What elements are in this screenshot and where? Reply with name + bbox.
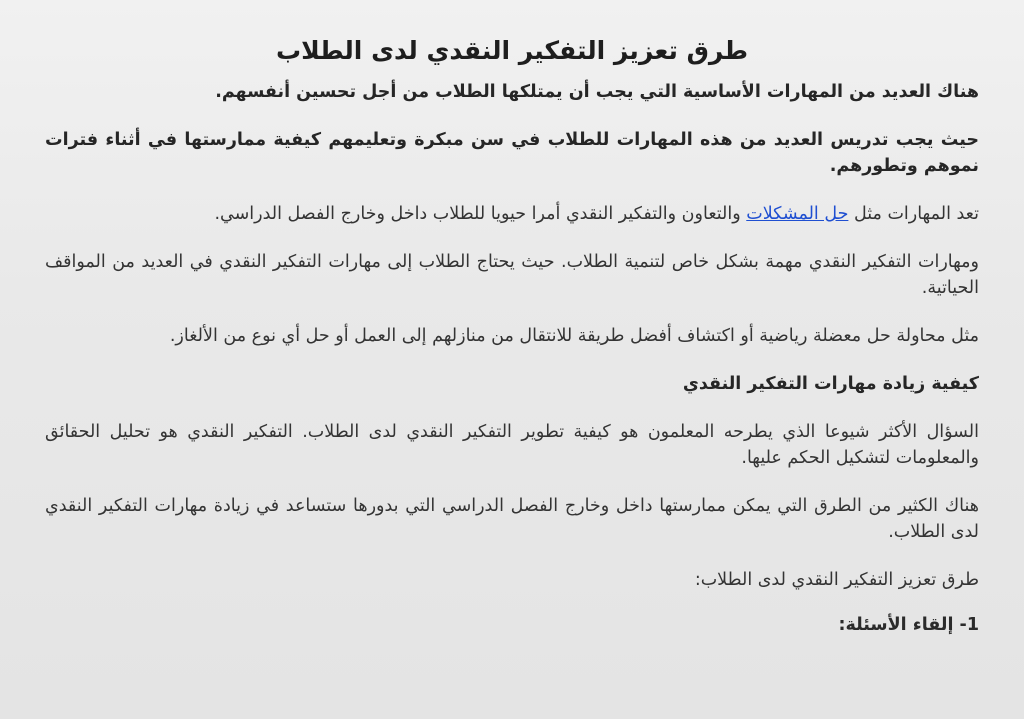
paragraph-intro: هناك العديد من المهارات الأساسية التي يجب أن يمتلكها الطلاب من أجل تحسين أنفسهم.	[215, 82, 979, 102]
paragraph-skills	[45, 201, 979, 227]
paragraph-critical-thinking-importance: ومهارات التفكير النقدي مهمة بشكل خاص لتنمية الطلاب. حيث يحتاج الطلاب إلى مهارات التفكير النقدي في العديد من المواقف الحياتية.	[45, 252, 979, 298]
paragraph-examples: مثل محاولة حل معضلة رياضية أو اكتشاف أفضل طريقة للانتقال من منازلهم إلى العمل أو حل أي نوع من الألغاز.	[169, 326, 979, 346]
paragraph-methods-heading: طرق تعزيز التفكير النقدي لدى الطلاب:	[694, 570, 979, 590]
paragraph-early-teaching: حيث يجب تدريس العديد من هذه المهارات للطلاب في سن مبكرة وتعليمهم كيفية ممارستها في أثناء فترات نموهم وتطورهم.	[45, 130, 979, 176]
subheading-increase-skills: كيفية زيادة مهارات التفكير النقدي	[682, 374, 979, 394]
paragraph-skills-end: والتعاون والتفكير النقدي أمرا حيويا للطلاب داخل وخارج الفصل الدراسي.	[214, 204, 747, 224]
list-item-asking-questions: 1- إلقاء الأسئلة:	[838, 615, 979, 635]
page-title: طرق تعزيز التفكير النقدي لدى الطلاب	[275, 36, 749, 65]
paragraph-skills-start: تعد المهارات مثل	[848, 204, 979, 224]
paragraph-common-question: السؤال الأكثر شيوعا الذي يطرحه المعلمون هو كيفية تطوير التفكير النقدي لدى الطلاب. التفكير النقدي هو تحليل الحقائق والمعلومات لتشكيل الحكم عليها.	[45, 422, 979, 468]
paragraph-many-ways: هناك الكثير من الطرق التي يمكن ممارستها داخل وخارج الفصل الدراسي التي بدورها ستساعد في زيادة مهارات التفكير النقدي لدى الطلاب.	[45, 496, 979, 542]
problem-solving-link[interactable]: حل المشكلات	[746, 204, 849, 224]
